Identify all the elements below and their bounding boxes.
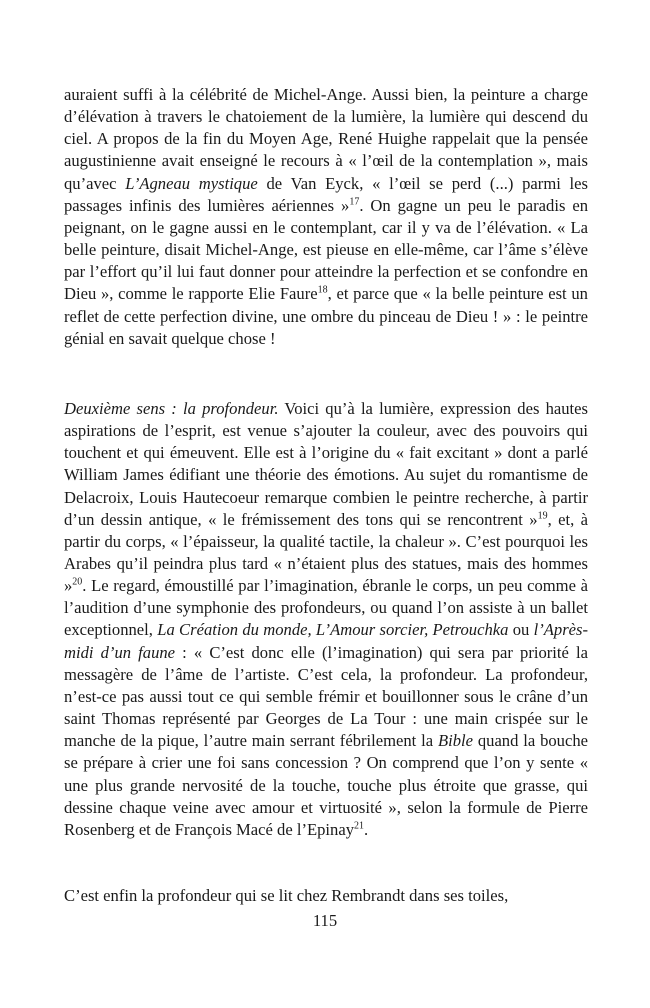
paragraph-1 (64, 84, 588, 350)
text-run: . Le regard, émoustillé par l’imagination, ébranle le corps, un peu comme à l’audition d’une symphonie des profondeurs, ou quand l’on assiste à un ballet exceptionnel, (64, 576, 588, 640)
text-run: . (364, 819, 369, 839)
italic-text: L’Agneau mystique (125, 173, 258, 193)
text-run: ou (508, 620, 534, 640)
footnote-ref: 17 (349, 196, 360, 208)
text-run: , et, à partir du corps, « l’épaisseur, la qualité tactile, la chaleur ». C’est pourquoi les Arabes qu’il peindra plus tard « n’étaient plus des statues, mais des hommes » (64, 509, 588, 596)
text-run: auraient suffi à la célébrité de Michel-Ange. Aussi bien, la peinture a charge d’élévation à travers le chatoiement de la lumière, la lumière qui descend du ciel. A propos de la fin du Moyen Age, René Huighe rappelait que la pensée augustinienne avait enseigné le recours à « l’œil de la contemplation », mais qu’avec (64, 85, 588, 193)
footnote-ref: 19 (537, 510, 548, 522)
text-run: Voici qu’à la lumière, expression des hautes aspirations de l’esprit, est venue s’ajouter la couleur, avec des pouvoirs qui touchent et qui émeuvent. Elle est à l’origine du « fait excitant » dont a parlé William James édifiant une théorie des émotions. Au sujet du romantisme de Delacroix, Louis Hautecoeur remarque combien le peintre recherche, à partir d’un dessin antique, « le frémissement des tons qui se rencontrent » (64, 398, 588, 529)
italic-text: l’Après-midi d’un faune (64, 620, 589, 662)
page-number: 115 (312, 911, 338, 930)
paragraph-2 (64, 398, 588, 841)
text-run: . On gagne un peu le paradis en peignant, on le gagne aussi en le contemplant, car il y va de l’élévation. « La belle peinture, disait Michel-Ange, est pieuse en elle-même, car l’âme s’élève par l’effort qu’il lui faut donner pour atteindre la perfection et se confondre en Dieu », comme le rapporte Elie Faure (64, 195, 588, 304)
text-run: C’est enfin la profondeur qui se lit chez Rembrandt dans ses toiles, (64, 886, 509, 905)
page-body (64, 84, 588, 907)
text-run: quand la bouche se prépare à crier une foi sans concession ? On comprend que l’on y sente « une plus grande nervosité de la touche, touche plus étroite que grasse, qui dessine chaque veine avec amour et virtuosité », selon la formule de Pierre Rosenberg et de François Macé de l’Epinay (64, 731, 588, 839)
italic-text: Bible (437, 731, 473, 751)
footnote-ref: 18 (317, 284, 328, 296)
footnote-ref: 20 (72, 576, 83, 588)
text-run: de Van Eyck, « l’œil se perd (...) parmi les passages infinis des lumières aériennes » (64, 173, 588, 215)
italic-text: La Création du monde, L’Amour sorcier, Petrouchka (157, 620, 509, 640)
paragraph-3 (64, 885, 588, 907)
italic-text: Deuxième sens : la profondeur. (64, 398, 279, 418)
text-run: , et parce que « la belle peinture est un reflet de cette perfection divine, une ombre du pinceau de Dieu ! » : le peintre génial en savait quelque chose ! (64, 284, 588, 348)
footnote-ref: 21 (354, 820, 364, 832)
text-run: : « C’est donc elle (l’imagination) qui sera par priorité la messagère de l’âme de l’artiste. C’est cela, la profondeur. La profondeur, n’est-ce pas aussi tout ce qui semble frémir et bouillonner sous le crâne d’un saint Thomas représenté par Georges de La Tour : une main crispée sur le manche de la pique, l’autre main serrant fébrilement la (64, 642, 588, 751)
